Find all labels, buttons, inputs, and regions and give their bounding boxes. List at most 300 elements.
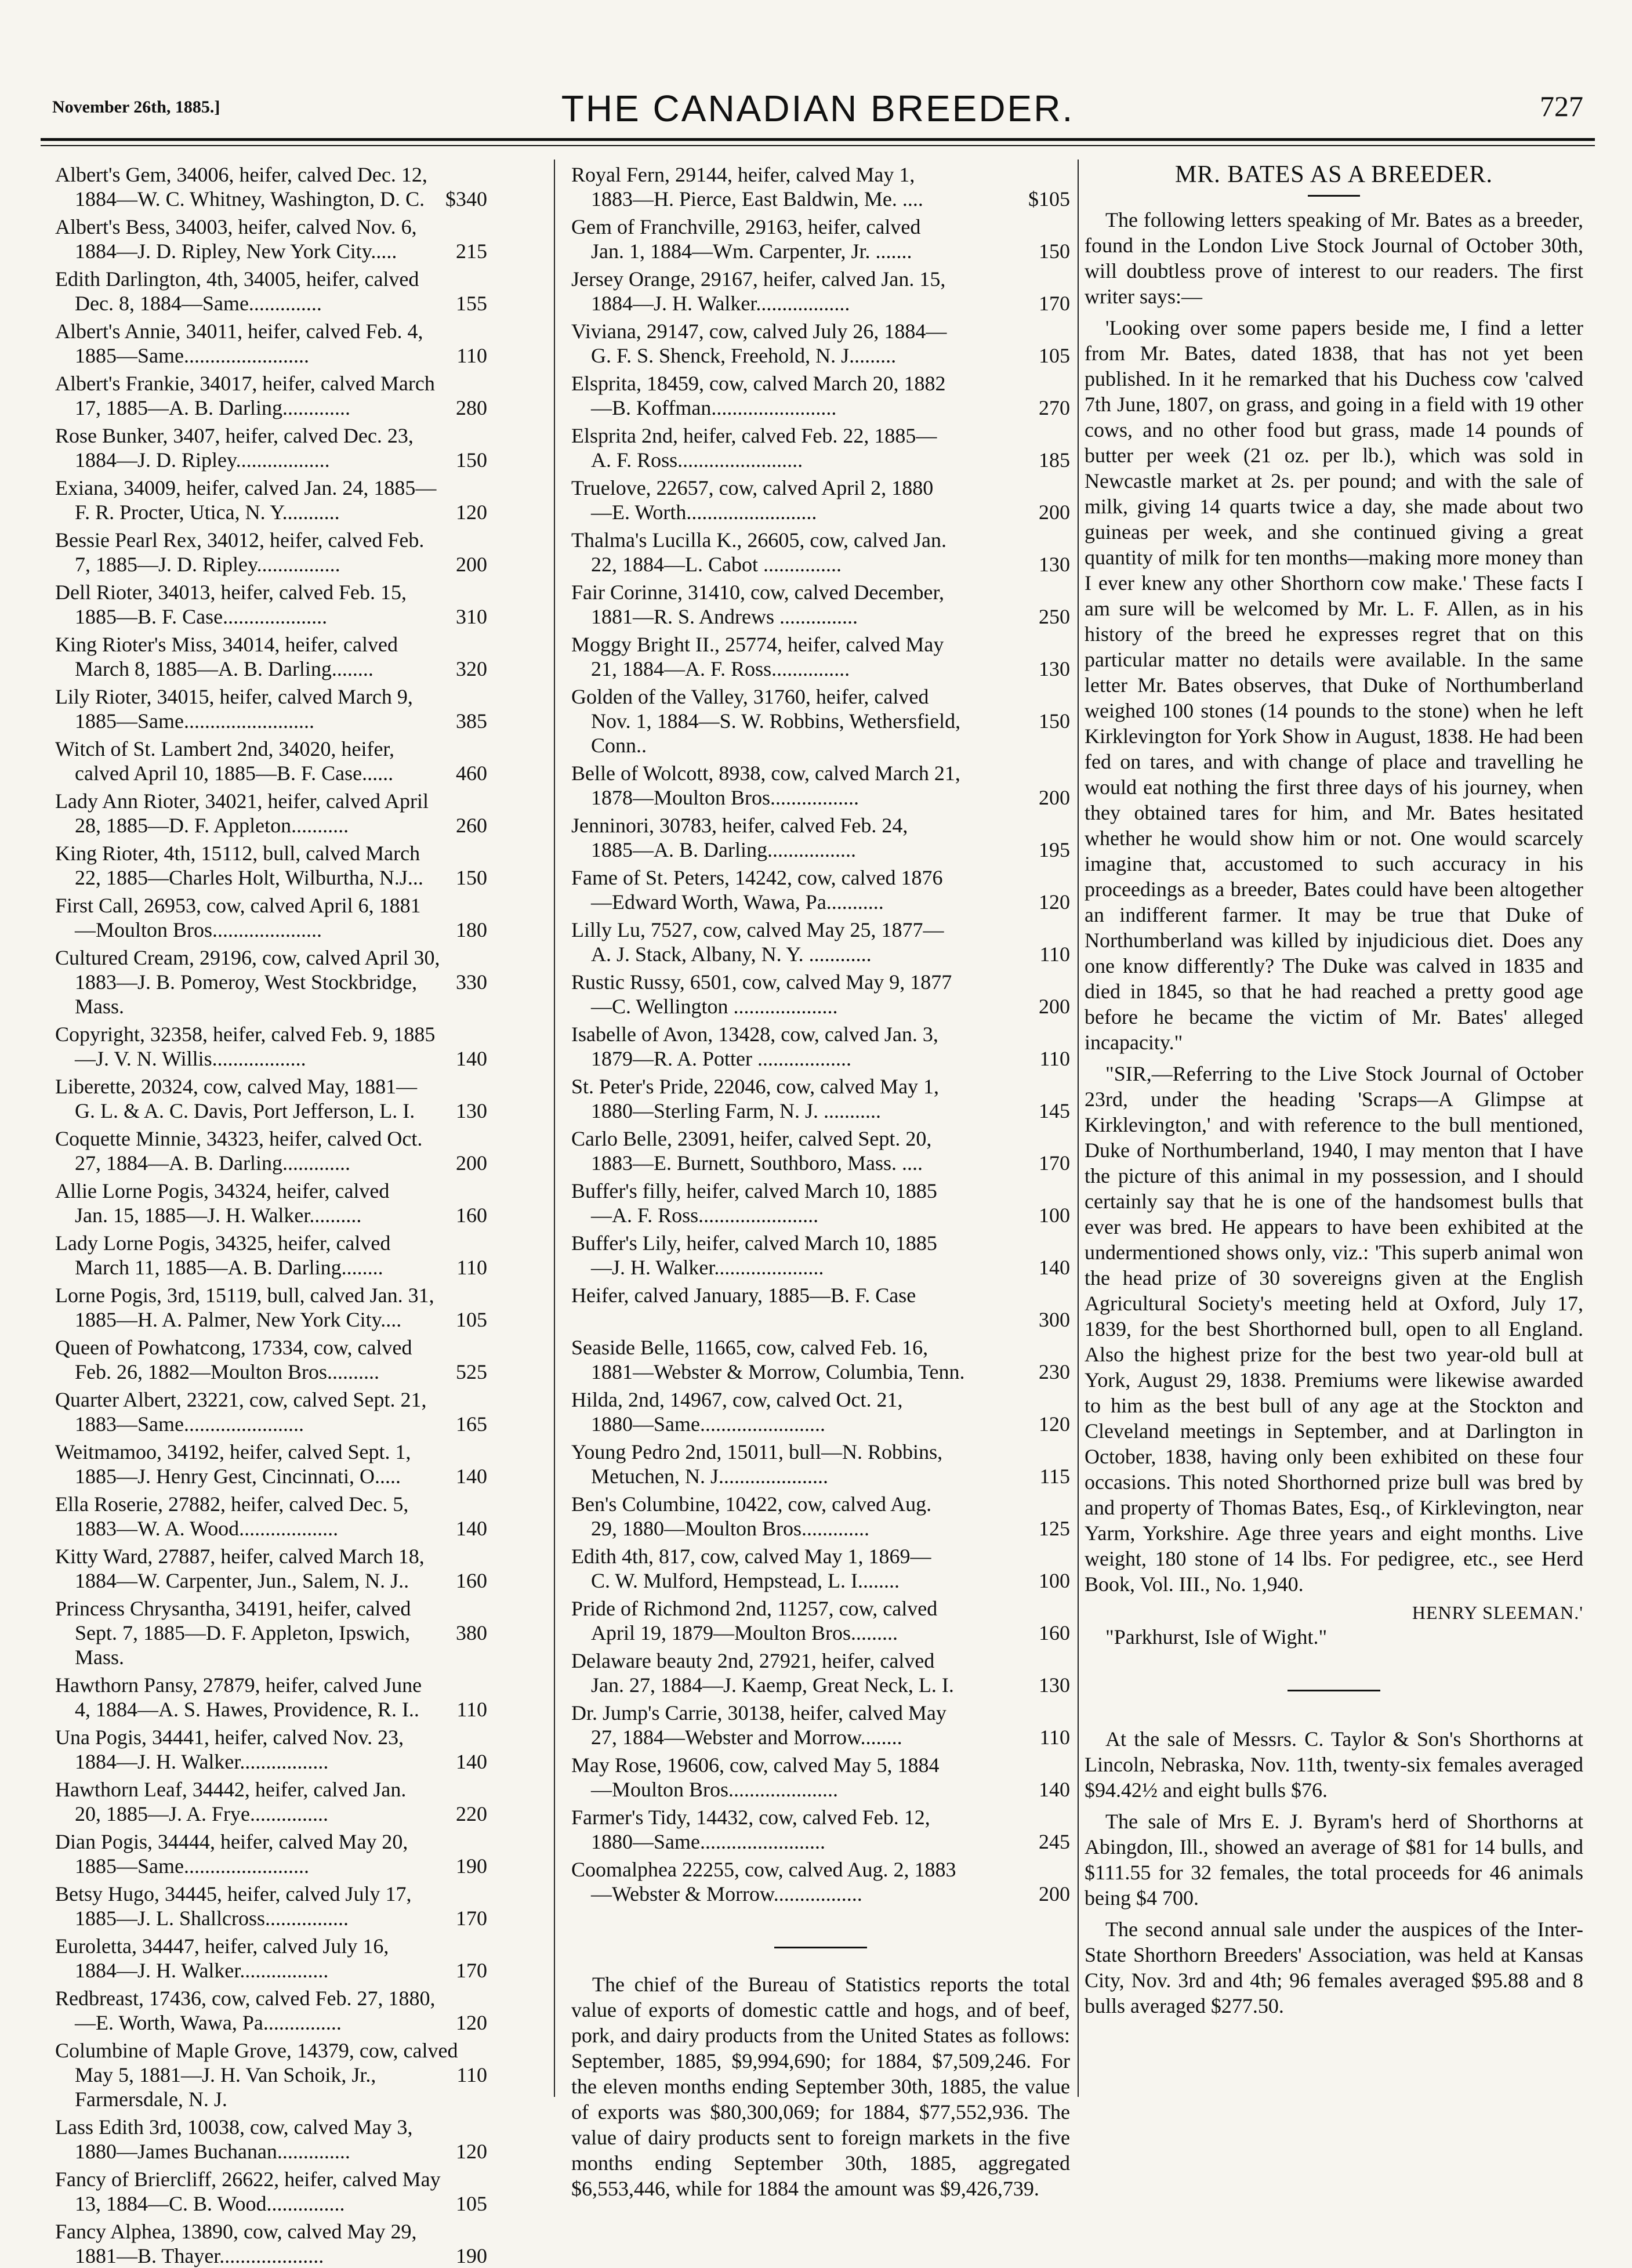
entry-animal: Rose Bunker, 3407, heifer, calved Dec. 23, bbox=[55, 424, 414, 447]
entry-buyer: March 11, 1885—A. B. Darling........ bbox=[75, 1256, 383, 1279]
sale-entry bbox=[55, 1283, 487, 1332]
entry-price: 130 bbox=[456, 1099, 487, 1122]
entry-animal: Albert's Annie, 34011, heifer, calved Feb. 4, bbox=[55, 320, 423, 343]
entry-buyer: 22, 1885—Charles Holt, Wilburtha, N.J... bbox=[75, 866, 423, 889]
entry-price: 125 bbox=[1039, 1517, 1070, 1540]
entry-price: 250 bbox=[1039, 605, 1070, 628]
entry-buyer: calved April 10, 1885—B. F. Case...... bbox=[75, 762, 394, 785]
entry-price: 140 bbox=[456, 1047, 487, 1070]
sale-entry bbox=[571, 1387, 1070, 1436]
sale-entry bbox=[571, 1179, 1070, 1227]
sale-entry bbox=[571, 1544, 1070, 1593]
sale-entry bbox=[55, 371, 487, 420]
entry-buyer: 1880—James Buchanan.............. bbox=[75, 2140, 350, 2163]
entry-animal: Euroletta, 34447, heifer, calved July 16, bbox=[55, 1934, 389, 1958]
article-heading: MR. BATES AS A BREEDER. bbox=[1174, 161, 1493, 188]
entry-animal: Truelove, 22657, cow, calved April 2, 1880 bbox=[571, 476, 934, 499]
header-rule-thin bbox=[41, 145, 1595, 146]
entry-buyer: G. F. S. Shenck, Freehold, N. J......... bbox=[591, 344, 897, 367]
entry-buyer: Sept. 7, 1885—D. F. Appleton, Ipswich, Mass. bbox=[75, 1621, 411, 1669]
sale-entry bbox=[55, 1596, 487, 1669]
entry-animal: Kitty Ward, 27887, heifer, calved March 18, bbox=[55, 1545, 425, 1568]
entry-buyer: —Moulton Bros..................... bbox=[75, 918, 322, 941]
entry-buyer: —C. Wellington .................... bbox=[591, 995, 838, 1018]
sale-entry bbox=[571, 1231, 1070, 1280]
entry-buyer: 1884—W. Carpenter, Jun., Salem, N. J.. bbox=[75, 1569, 409, 1592]
entry-price: 460 bbox=[456, 762, 487, 785]
sale-entry bbox=[571, 918, 1070, 966]
entry-animal: Lilly Lu, 7527, cow, calved May 25, 1877— bbox=[571, 918, 944, 941]
heading-rule bbox=[1308, 195, 1360, 197]
sale-entry bbox=[571, 1596, 1070, 1645]
entry-buyer: 1885—Same........................ bbox=[75, 1854, 309, 1878]
entry-animal: Buffer's Lily, heifer, calved March 10, 1885 bbox=[571, 1231, 937, 1255]
entry-price: 145 bbox=[1039, 1099, 1070, 1122]
entry-price: 120 bbox=[456, 501, 487, 524]
letter-signature: HENRY SLEEMAN.' bbox=[1412, 1602, 1583, 1623]
entry-animal: St. Peter's Pride, 22046, cow, calved May 1, bbox=[571, 1075, 940, 1098]
entry-price: 320 bbox=[456, 657, 487, 680]
sale-entry bbox=[571, 1805, 1070, 1854]
entry-animal: Dr. Jump's Carrie, 30138, heifer, calved May bbox=[571, 1701, 946, 1724]
page-header bbox=[41, 87, 1595, 133]
entry-price: 100 bbox=[1039, 1569, 1070, 1592]
sale-entry bbox=[55, 945, 487, 1019]
entry-price: 110 bbox=[456, 1698, 487, 1721]
sales-list-column-1 bbox=[55, 162, 487, 2267]
entry-buyer: 1885—A. B. Darling................. bbox=[591, 838, 856, 861]
entry-buyer: 1885—B. F. Case.................... bbox=[75, 605, 328, 628]
sale-entry bbox=[571, 215, 1070, 263]
sale-entry bbox=[571, 580, 1070, 629]
entry-buyer: April 19, 1879—Moulton Bros......... bbox=[591, 1621, 898, 1644]
entry-price: 215 bbox=[456, 240, 487, 263]
sale-note-3: The second annual sale under the auspices of the Inter-State Shorthorn Breeders' Association, was held at Kansas City, Nov. 3rd and 4th; 96 females averaged $95.88 and 8 bulls averaged $277.50. bbox=[1085, 1918, 1583, 2017]
entry-price: 170 bbox=[456, 1907, 487, 1930]
entry-animal: Hawthorn Leaf, 34442, heifer, calved Jan. bbox=[55, 1778, 407, 1801]
entry-buyer: 22, 1884—L. Cabot ............... bbox=[591, 553, 842, 576]
entry-price: 310 bbox=[456, 605, 487, 628]
sale-entry bbox=[571, 423, 1070, 472]
header-rule-thick bbox=[41, 138, 1595, 141]
entry-animal: Farmer's Tidy, 14432, cow, calved Feb. 12, bbox=[571, 1806, 930, 1829]
entry-animal: Edith 4th, 817, cow, calved May 1, 1869— bbox=[571, 1545, 931, 1568]
entry-buyer: 1883—J. B. Pomeroy, West Stockbridge, Mass. bbox=[75, 970, 418, 1018]
sale-entry bbox=[55, 841, 487, 890]
sale-entry bbox=[55, 1231, 487, 1280]
entry-animal: Delaware beauty 2nd, 27921, heifer, calved bbox=[571, 1649, 935, 1672]
entry-buyer: 1885—J. L. Shallcross................ bbox=[75, 1907, 349, 1930]
entry-price: 160 bbox=[456, 1569, 487, 1592]
entry-buyer: 1883—H. Pierce, East Baldwin, Me. .... bbox=[591, 187, 923, 211]
entry-price: 120 bbox=[456, 2140, 487, 2163]
entry-price: 260 bbox=[456, 814, 487, 837]
entry-animal: Elsprita, 18459, cow, calved March 20, 1882 bbox=[571, 372, 946, 395]
entry-buyer: 29, 1880—Moulton Bros............. bbox=[591, 1517, 870, 1540]
entry-price: 170 bbox=[1039, 1151, 1070, 1175]
entry-price: 385 bbox=[456, 709, 487, 733]
entry-animal: Ella Roserie, 27882, heifer, calved Dec. 5, bbox=[55, 1492, 409, 1516]
entry-buyer: 1885—J. Henry Gest, Cincinnati, O..... bbox=[75, 1465, 401, 1488]
entry-animal: Hawthorn Pansy, 27879, heifer, calved June bbox=[55, 1673, 422, 1697]
letter-two: "SIR,—Referring to the Live Stock Journal of October 23rd, under the heading 'Scraps—A Glimpse at Kirklevington,' and with reference to the bull mentioned, Duke of Northumberland, 1940, I may menton that I have the picture of this animal in my possession, and I should certainly say that he is one of the handsomest bulls that ever was bred. He appears to have been exhibited at the undermentioned shows only, viz.: 'This superb animal won the head prize of 30 sovereigns given at the English Agricultural Society's meeting held at Oxford, July 17, 1839, for the best Shorthorned bull, open to all England. Also the highest prize for the best two year-old bull at York, August 29, 1838. Premiums were likewise awarded to him as the best bull of any age at the Stockton and Cleveland meetings in September, and at Darlington in October, 1838, having only been exhibited on these four occasions. This noted Shorthorned prize bull was bred by and property of Thomas Bates, Esq., of Kirklevington, near Yarm, Yorkshire. Age three years and eight months. Live weight, 180 stone of 14 lbs. For pedigree, etc., see Herd Book, Vol. III., No. 1,940. bbox=[1085, 1062, 1583, 1596]
sale-entry bbox=[55, 1022, 487, 1071]
entry-buyer: 1881—R. S. Andrews ............... bbox=[591, 605, 858, 628]
entry-animal: Pride of Richmond 2nd, 11257, cow, calved bbox=[571, 1597, 938, 1620]
sale-entry bbox=[55, 1440, 487, 1488]
entry-buyer: C. W. Mulford, Hempstead, L. I........ bbox=[591, 1569, 900, 1592]
entry-animal: Elsprita 2nd, heifer, calved Feb. 22, 1885— bbox=[571, 424, 937, 447]
entry-animal: Queen of Powhatcong, 17334, cow, calved bbox=[55, 1336, 412, 1359]
sale-entry bbox=[571, 1857, 1070, 1906]
sale-entry bbox=[55, 1673, 487, 1722]
entry-animal: Moggy Bright II., 25774, heifer, calved May bbox=[571, 633, 944, 656]
section-divider bbox=[1288, 1690, 1380, 1691]
entry-animal: Weitmamoo, 34192, heifer, calved Sept. 1, bbox=[55, 1440, 411, 1463]
entry-animal: Buffer's filly, heifer, calved March 10, 1885 bbox=[571, 1179, 937, 1202]
entry-animal: Quarter Albert, 23221, cow, calved Sept. 21, bbox=[55, 1388, 427, 1411]
entry-buyer: A. F. Ross........................ bbox=[591, 448, 803, 472]
entry-buyer: Jan. 15, 1885—J. H. Walker.......... bbox=[75, 1204, 362, 1227]
sale-entry bbox=[571, 267, 1070, 316]
entry-animal: Columbine of Maple Grove, 14379, cow, calved bbox=[55, 2039, 458, 2062]
entry-buyer: 1881—Webster & Morrow, Columbia, Tenn. bbox=[591, 1360, 965, 1383]
entry-animal: Fair Corinne, 31410, cow, calved December, bbox=[571, 581, 945, 604]
entry-buyer: May 5, 1881—J. H. Van Schoik, Jr., Farmersdale, N. J. bbox=[75, 2063, 376, 2111]
entry-animal: Lily Rioter, 34015, heifer, calved March 9, bbox=[55, 685, 413, 708]
sale-entry bbox=[55, 423, 487, 472]
entry-animal: Fancy of Briercliff, 26622, heifer, calved May bbox=[55, 2168, 441, 2191]
entry-buyer: —E. Worth, Wawa, Pa............... bbox=[75, 2011, 342, 2034]
sale-entry bbox=[55, 1387, 487, 1436]
entry-price: 110 bbox=[1039, 1047, 1070, 1070]
sale-entry bbox=[571, 970, 1070, 1019]
sale-entry bbox=[571, 684, 1070, 758]
entry-price: 110 bbox=[456, 1256, 487, 1279]
entry-price: 110 bbox=[1039, 1726, 1070, 1749]
sale-note-2: The sale of Mrs E. J. Byram's herd of Shorthorns at Abingdon, Ill., showed an average of $81 for 14 bulls, and $111.55 for 32 females, the total proceeds for 46 animals being $4 700. bbox=[1085, 1810, 1583, 1910]
letter-place: "Parkhurst, Isle of Wight." bbox=[1105, 1625, 1328, 1649]
entry-buyer: 1883—Same....................... bbox=[75, 1412, 304, 1436]
entry-animal: Betsy Hugo, 34445, heifer, calved July 17, bbox=[55, 1882, 412, 1905]
entry-buyer: Metuchen, N. J..................... bbox=[591, 1465, 828, 1488]
entry-price: 150 bbox=[456, 866, 487, 889]
entry-price: 130 bbox=[1039, 1673, 1070, 1697]
entry-price: $340 bbox=[445, 187, 487, 211]
entry-animal: Carlo Belle, 23091, heifer, calved Sept. 20, bbox=[571, 1127, 932, 1150]
sale-entry bbox=[55, 1934, 487, 1983]
sale-entry bbox=[55, 215, 487, 263]
entry-price: 280 bbox=[456, 396, 487, 419]
sale-entry bbox=[55, 2167, 487, 2216]
sale-entry bbox=[55, 737, 487, 785]
entry-buyer: —E. Worth......................... bbox=[591, 501, 817, 524]
entry-animal: Albert's Gem, 34006, heifer, calved Dec. 12, bbox=[55, 163, 427, 186]
entry-buyer: 1880—Sterling Farm, N. J. ........... bbox=[591, 1099, 881, 1122]
sale-entry bbox=[571, 1649, 1070, 1697]
sale-entry bbox=[55, 893, 487, 942]
entry-animal: Viviana, 29147, cow, calved July 26, 1884— bbox=[571, 320, 947, 343]
sale-entry bbox=[571, 1753, 1070, 1802]
entry-price: 195 bbox=[1039, 838, 1070, 861]
sale-entry bbox=[55, 2219, 487, 2268]
entry-animal: King Rioter, 4th, 15112, bull, calved March bbox=[55, 842, 420, 865]
entry-animal: Albert's Frankie, 34017, heifer, calved March bbox=[55, 372, 435, 395]
entry-price: 105 bbox=[456, 1308, 487, 1331]
entry-animal: Seaside Belle, 11665, cow, calved Feb. 16, bbox=[571, 1336, 929, 1359]
issue-date: November 26th, 1885.] bbox=[52, 97, 220, 117]
entry-price: 200 bbox=[1039, 501, 1070, 524]
entry-animal: Belle of Wolcott, 8938, cow, calved March 21, bbox=[571, 762, 960, 785]
sale-entry bbox=[55, 684, 487, 733]
entry-buyer: 4, 1884—A. S. Hawes, Providence, R. I.. bbox=[75, 1698, 419, 1721]
sale-entry bbox=[55, 476, 487, 524]
sale-entry bbox=[55, 1335, 487, 1384]
entry-animal: Young Pedro 2nd, 15011, bull—N. Robbins, bbox=[571, 1440, 943, 1463]
entry-buyer: 1884—J. H. Walker................. bbox=[75, 1959, 329, 1982]
entry-price: 120 bbox=[1039, 890, 1070, 914]
entry-price: 100 bbox=[1039, 1204, 1070, 1227]
entry-price: 150 bbox=[456, 448, 487, 472]
entry-animal: Bessie Pearl Rex, 34012, heifer, calved Feb. bbox=[55, 528, 425, 552]
entry-price: 105 bbox=[1039, 344, 1070, 367]
entry-price: 270 bbox=[1039, 396, 1070, 419]
entry-animal: Redbreast, 17436, cow, calved Feb. 27, 1880, bbox=[55, 1987, 436, 2010]
entry-buyer: 1879—R. A. Potter .................. bbox=[591, 1047, 852, 1070]
entry-price: 190 bbox=[456, 1854, 487, 1878]
entry-buyer: 20, 1885—J. A. Frye............... bbox=[75, 1802, 329, 1825]
section-divider bbox=[774, 1947, 867, 1948]
sale-entry bbox=[55, 1544, 487, 1593]
entry-animal: Liberette, 20324, cow, calved May, 1881— bbox=[55, 1075, 418, 1098]
sale-entry bbox=[571, 1701, 1070, 1749]
entry-animal: Lady Lorne Pogis, 34325, heifer, calved bbox=[55, 1231, 391, 1255]
entry-price: 115 bbox=[1039, 1465, 1070, 1488]
entry-price: 230 bbox=[1039, 1360, 1070, 1383]
sale-entry bbox=[55, 1882, 487, 1930]
entry-animal: Edith Darlington, 4th, 34005, heifer, calved bbox=[55, 267, 419, 291]
entry-price: 190 bbox=[456, 2244, 487, 2267]
entry-buyer: March 8, 1885—A. B. Darling........ bbox=[75, 657, 373, 680]
sale-entry bbox=[55, 1829, 487, 1878]
letter-one: 'Looking over some papers beside me, I find a letter from Mr. Bates, dated 1838, that has not yet been published. In it he remarked that his Duchess cow 'calved 7th June, 1807, on grass, and going in a field with 19 other cows, and no other food but grass, made 14 pounds of butter per week (21 oz. per lb.), which was sold in Newcastle market at 2s. per pound; and with the sale of milk, giving 14 quarts twice a day, she made about two guineas per week, and she continued giving a great quantity of milk for ten months—making more money than I ever knew any other Shorthorn cow make.' These facts I am sure will be welcomed by Mr. L. F. Allen, as in his history of the breed he expresses regret that on this particular matter no details were available. In the same letter Mr. Bates observes, that Duke of Northumberland weighed 100 stones (14 pounds to the stone) when he left Kirklevington for York Show in August, 1838. He had been fed on tares, and with change of place and travelling he would eat nothing the first three days of his journey, when they obtained tares for him, and Mr. Bates hesitated whether he would show him or not. One would scarcely imagine that, accustomed to such accuracy in his proceedings as a breeder, Bates could have been altogether an indifferent farmer. It may be true that Duke of Northumberland was killed by injudicious diet. Does any one know differently? The Duke was calved in 1835 and died in 1845, so that he had reached a pretty good age before he became the victim of Mr. Bates' alleged incapacity." bbox=[1085, 316, 1583, 1054]
entry-animal: Witch of St. Lambert 2nd, 34020, heifer, bbox=[55, 737, 394, 760]
entry-price: 140 bbox=[456, 1517, 487, 1540]
sale-entry bbox=[55, 1777, 487, 1826]
sale-entry bbox=[55, 1126, 487, 1175]
sales-list-column-2 bbox=[571, 162, 1070, 2200]
entry-animal: Cultured Cream, 29196, cow, calved April 30, bbox=[55, 946, 440, 969]
entry-buyer: —A. F. Ross....................... bbox=[591, 1204, 819, 1227]
sale-entry bbox=[571, 632, 1070, 681]
entry-animal: Rustic Russy, 6501, cow, calved May 9, 1877 bbox=[571, 970, 952, 994]
entry-price: 165 bbox=[456, 1412, 487, 1436]
sale-entry bbox=[55, 2038, 487, 2111]
entry-animal: Gem of Franchville, 29163, heifer, calved bbox=[571, 215, 921, 238]
entry-buyer: 1884—J. D. Ripley.................. bbox=[75, 448, 330, 472]
entry-price: 245 bbox=[1039, 1830, 1070, 1853]
entry-price: 185 bbox=[1039, 448, 1070, 472]
entry-buyer: G. L. & A. C. Davis, Port Jefferson, L. I. bbox=[75, 1099, 415, 1122]
sale-entry bbox=[571, 1440, 1070, 1488]
entry-price: 170 bbox=[456, 1959, 487, 1982]
entry-animal: Exiana, 34009, heifer, calved Jan. 24, 1885— bbox=[55, 476, 437, 499]
entry-price: 200 bbox=[1039, 995, 1070, 1018]
sale-entry bbox=[55, 319, 487, 368]
entry-price: 300 bbox=[1039, 1308, 1070, 1331]
entry-buyer: Jan. 27, 1884—J. Kaemp, Great Neck, L. I. bbox=[591, 1673, 954, 1697]
column-divider-2 bbox=[1078, 160, 1079, 2097]
entry-buyer: 1884—W. C. Whitney, Washington, D. C. bbox=[75, 187, 425, 211]
entry-animal: Dell Rioter, 34013, heifer, calved Feb. 15, bbox=[55, 581, 407, 604]
entry-animal: Copyright, 32358, heifer, calved Feb. 9, 1885 bbox=[55, 1023, 436, 1046]
sale-entry bbox=[571, 371, 1070, 420]
entry-buyer: —J. H. Walker..................... bbox=[591, 1256, 824, 1279]
entry-animal: May Rose, 19606, cow, calved May 5, 1884 bbox=[571, 1753, 940, 1777]
sale-entry bbox=[571, 865, 1070, 914]
page-number: 727 bbox=[1540, 90, 1583, 122]
entry-price: 110 bbox=[1039, 943, 1070, 966]
entry-buyer: 1885—Same......................... bbox=[75, 709, 314, 733]
statistics-paragraph: The chief of the Bureau of Statistics reports the total value of exports of domestic cattle and hogs, and of beef, pork, and dairy products from the United States as follows: September, 1885, $9,994,690; for 1884, $7,509,246. For the eleven months ending September 30th, 1885, the value of exports was $80,300,069; for 1884, $77,552,936. The value of dairy products sent to foreign markets in the five months ending September 30th, 1885, aggregated $6,553,446, while for 1884 the amount was $9,426,739. bbox=[571, 1973, 1070, 2200]
sale-entry bbox=[55, 632, 487, 681]
entry-buyer: 1883—E. Burnett, Southboro, Mass. .... bbox=[591, 1151, 923, 1175]
entry-price: 120 bbox=[456, 2011, 487, 2034]
entry-price: 220 bbox=[456, 1802, 487, 1825]
article-column bbox=[1085, 162, 1583, 2094]
entry-price: 330 bbox=[456, 970, 487, 994]
entry-animal: Royal Fern, 29144, heifer, calved May 1, bbox=[571, 163, 915, 186]
entry-buyer: 1884—J. D. Ripley, New York City..... bbox=[75, 240, 397, 263]
entry-animal: Fame of St. Peters, 14242, cow, calved 1876 bbox=[571, 866, 943, 889]
entry-buyer: 27, 1884—A. B. Darling............. bbox=[75, 1151, 350, 1175]
entry-price: 130 bbox=[1039, 657, 1070, 680]
entry-price: 110 bbox=[456, 344, 487, 367]
sale-entry bbox=[55, 1986, 487, 2035]
entry-price: 140 bbox=[456, 1465, 487, 1488]
entry-buyer: Jan. 1, 1884—Wm. Carpenter, Jr. ....... bbox=[591, 240, 912, 263]
entry-buyer: F. R. Procter, Utica, N. Y........... bbox=[75, 501, 340, 524]
entry-price: 200 bbox=[1039, 786, 1070, 809]
sale-entry bbox=[571, 1492, 1070, 1541]
entry-price: $105 bbox=[1028, 187, 1070, 211]
sale-entry bbox=[55, 1725, 487, 1774]
entry-buyer: Feb. 26, 1882—Moulton Bros.......... bbox=[75, 1360, 380, 1383]
entry-buyer: 1881—B. Thayer.................... bbox=[75, 2244, 324, 2267]
entry-animal: Princess Chrysantha, 34191, heifer, calved bbox=[55, 1597, 411, 1620]
sale-entry bbox=[571, 319, 1070, 368]
entry-buyer: 17, 1885—A. B. Darling............. bbox=[75, 396, 350, 419]
entry-buyer: Nov. 1, 1884—S. W. Robbins, Wethersfield, Conn.. bbox=[591, 709, 961, 757]
entry-price: 170 bbox=[1039, 292, 1070, 315]
entry-animal: Isabelle of Avon, 13428, cow, calved Jan. 3, bbox=[571, 1023, 938, 1046]
entry-buyer: 28, 1885—D. F. Appleton........... bbox=[75, 814, 349, 837]
sale-entry bbox=[571, 1126, 1070, 1175]
sale-entry bbox=[571, 1335, 1070, 1384]
article-intro: The following letters speaking of Mr. Bates as a breeder, found in the London Live Stock Journal of October 30th, will doubtless prove of interest to our readers. The first writer says:— bbox=[1085, 208, 1583, 308]
sale-entry bbox=[571, 1022, 1070, 1071]
entry-price: 110 bbox=[456, 2063, 487, 2086]
sale-entry bbox=[571, 1283, 1070, 1332]
entry-animal: Lass Edith 3rd, 10038, cow, calved May 3, bbox=[55, 2115, 413, 2139]
entry-animal: Coomalphea 22255, cow, calved Aug. 2, 1883 bbox=[571, 1858, 956, 1881]
entry-buyer: 21, 1884—A. F. Ross............... bbox=[591, 657, 850, 680]
entry-price: 130 bbox=[1039, 553, 1070, 576]
entry-price: 140 bbox=[1039, 1256, 1070, 1279]
sale-entry bbox=[55, 1492, 487, 1541]
entry-price: 525 bbox=[456, 1360, 487, 1383]
entry-buyer: A. J. Stack, Albany, N. Y. ............ bbox=[591, 943, 872, 966]
entry-animal: Ben's Columbine, 10422, cow, calved Aug. bbox=[571, 1492, 932, 1516]
entry-animal: King Rioter's Miss, 34014, heifer, calved bbox=[55, 633, 398, 656]
entry-buyer: 13, 1884—C. B. Wood............... bbox=[75, 2192, 345, 2215]
entry-price: 140 bbox=[1039, 1778, 1070, 1801]
entry-animal: Una Pogis, 34441, heifer, calved Nov. 23, bbox=[55, 1726, 404, 1749]
entry-buyer: —B. Koffman........................ bbox=[591, 396, 837, 419]
entry-buyer: 27, 1884—Webster and Morrow........ bbox=[591, 1726, 902, 1749]
entry-buyer: 1883—W. A. Wood................... bbox=[75, 1517, 339, 1540]
entry-animal: Heifer, calved January, 1885—B. F. Case bbox=[571, 1284, 916, 1307]
entry-animal: Albert's Bess, 34003, heifer, calved Nov. 6, bbox=[55, 215, 417, 238]
sale-entry bbox=[571, 761, 1070, 810]
entry-price: 150 bbox=[1039, 709, 1070, 733]
sale-note-1: At the sale of Messrs. C. Taylor & Son's Shorthorns at Lincoln, Nebraska, Nov. 11th, twenty-six females averaged $94.42½ and eight bulls $76. bbox=[1085, 1727, 1583, 1802]
entry-animal: Coquette Minnie, 34323, heifer, calved Oct. bbox=[55, 1127, 423, 1150]
entry-price: 120 bbox=[1039, 1412, 1070, 1436]
entry-buyer: 1880—Same........................ bbox=[591, 1830, 825, 1853]
sale-entry bbox=[55, 267, 487, 316]
entry-price: 200 bbox=[456, 1151, 487, 1175]
sale-entry bbox=[55, 789, 487, 838]
entry-animal: Dian Pogis, 34444, heifer, calved May 20, bbox=[55, 1830, 408, 1853]
entry-animal: Allie Lorne Pogis, 34324, heifer, calved bbox=[55, 1179, 390, 1202]
entry-price: 105 bbox=[456, 2192, 487, 2215]
sale-entry bbox=[571, 476, 1070, 524]
entry-animal: First Call, 26953, cow, calved April 6, 1881 bbox=[55, 894, 421, 917]
entry-buyer: —Edward Worth, Wawa, Pa........... bbox=[591, 890, 884, 914]
entry-buyer: —J. V. N. Willis.................. bbox=[75, 1047, 306, 1070]
entry-buyer: —Webster & Morrow................. bbox=[591, 1882, 862, 1905]
sale-entry bbox=[55, 580, 487, 629]
entry-price: 200 bbox=[456, 553, 487, 576]
entry-price: 380 bbox=[456, 1621, 487, 1644]
entry-price: 180 bbox=[456, 918, 487, 941]
sale-entry bbox=[55, 1074, 487, 1123]
publication-title: THE CANADIAN BREEDER. bbox=[561, 88, 1075, 129]
sale-entry bbox=[571, 162, 1070, 211]
sale-entry bbox=[55, 162, 487, 211]
entry-animal: Lady Ann Rioter, 34021, heifer, calved April bbox=[55, 789, 429, 813]
sale-entry bbox=[55, 1179, 487, 1227]
entry-price: 150 bbox=[1039, 240, 1070, 263]
entry-price: 160 bbox=[456, 1204, 487, 1227]
sale-entry bbox=[571, 1074, 1070, 1123]
sale-entry bbox=[571, 813, 1070, 862]
entry-buyer: 7, 1885—J. D. Ripley................ bbox=[75, 553, 340, 576]
entry-buyer: —Moulton Bros..................... bbox=[591, 1778, 839, 1801]
entry-buyer: 1884—J. H. Walker.................. bbox=[591, 292, 850, 315]
entry-price: 140 bbox=[456, 1750, 487, 1773]
entry-buyer: 1878—Moulton Bros................. bbox=[591, 786, 859, 809]
column-divider-1 bbox=[554, 160, 555, 2097]
entry-buyer: 1884—J. H. Walker................. bbox=[75, 1750, 329, 1773]
entry-animal: Fancy Alphea, 13890, cow, calved May 29, bbox=[55, 2220, 417, 2243]
entry-animal: Thalma's Lucilla K., 26605, cow, calved Jan. bbox=[571, 528, 946, 552]
entry-animal: Golden of the Valley, 31760, heifer, calved bbox=[571, 685, 929, 708]
entry-animal: Jenninori, 30783, heifer, calved Feb. 24, bbox=[571, 814, 908, 837]
entry-buyer: 1885—H. A. Palmer, New York City.... bbox=[75, 1308, 402, 1331]
sale-entry bbox=[55, 2115, 487, 2164]
